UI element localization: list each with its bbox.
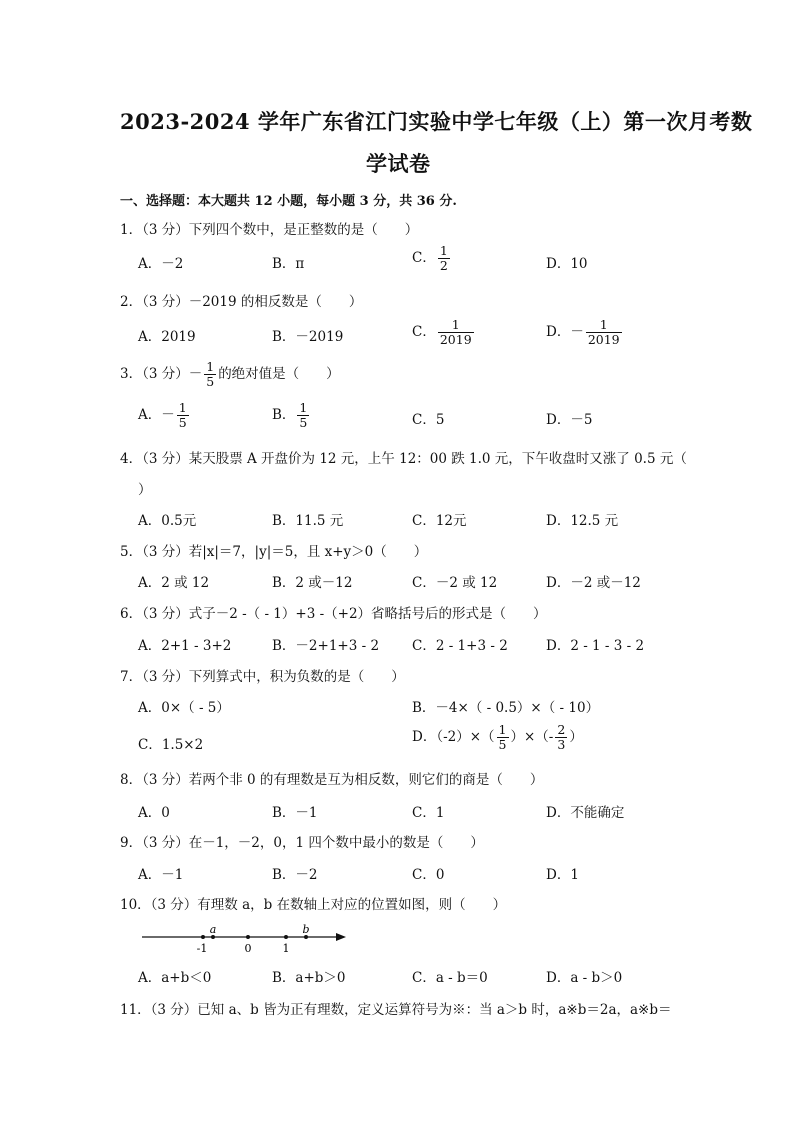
q2-option-c-label: C． bbox=[412, 324, 436, 340]
q8-option-c: C．1 bbox=[412, 805, 445, 821]
fraction bbox=[438, 318, 474, 347]
q5-option-d: D．－2 或－12 bbox=[546, 575, 641, 591]
q5-option-c: C．－2 或 12 bbox=[412, 575, 498, 591]
denominator: 2019 bbox=[587, 332, 620, 347]
fraction bbox=[297, 401, 309, 430]
q6-option-d: D．2 - 1 - 3 - 2 bbox=[546, 638, 645, 654]
fraction bbox=[497, 723, 509, 752]
denominator: 5 bbox=[299, 415, 308, 430]
q9-option-a: A．－1 bbox=[138, 867, 184, 883]
q2-option-a: A．2019 bbox=[138, 329, 196, 345]
q4-option-d: D．12.5 元 bbox=[546, 513, 619, 529]
q3-option-b bbox=[272, 401, 311, 430]
q4-option-c: C．12元 bbox=[412, 513, 467, 529]
numerator: 1 bbox=[178, 400, 187, 415]
q8-option-d: D．不能确定 bbox=[546, 805, 625, 821]
question-10: 10．（3 分）有理数 a，b 在数轴上对应的位置如图，则（ ） bbox=[120, 897, 507, 913]
fraction bbox=[177, 401, 189, 430]
question-2: 2．（3 分）－2019 的相反数是（ ） bbox=[120, 294, 363, 310]
q3-option-a-label: A．－ bbox=[138, 407, 175, 423]
q10-option-b: B．a+b＞0 bbox=[272, 970, 346, 986]
denominator: 5 bbox=[206, 374, 215, 389]
question-4: 4．（3 分）某天股票 A 开盘价为 12 元，上午 12：00 跌 1.0 元，下午收盘时又涨了 0.5 元（ bbox=[120, 451, 687, 467]
question-6: 6．（3 分）式子－2 -（ - 1）+3 -（+2）省略括号后的形式是（ ） bbox=[120, 606, 547, 622]
q4-option-b: B．11.5 元 bbox=[272, 513, 344, 529]
q7-option-d bbox=[412, 723, 583, 752]
point-neg1 bbox=[201, 935, 205, 939]
q9-option-d: D．1 bbox=[546, 867, 579, 883]
q1-option-d: D．10 bbox=[546, 256, 588, 272]
q9-option-c: C．0 bbox=[412, 867, 445, 883]
q2-option-c bbox=[412, 318, 476, 347]
question-3-prefix: 3．（3 分）－ bbox=[120, 366, 203, 382]
label-1: 1 bbox=[282, 942, 290, 955]
q3-option-c: C．5 bbox=[412, 412, 445, 428]
denominator: 2 bbox=[439, 258, 448, 273]
title-line-1: 2023-2024 学年广东省江门实验中学七年级（上）第一次月考数 bbox=[120, 109, 753, 134]
question-11: 11．（3 分）已知 a、b 皆为正有理数，定义运算符号为※：当 a＞b 时，a※b＝2a，a※b＝ bbox=[120, 1002, 672, 1018]
question-3 bbox=[120, 360, 340, 389]
q1-option-a: A．－2 bbox=[138, 256, 184, 272]
question-8: 8．（3 分）若两个非 0 的有理数是互为相反数，则它们的商是（ ） bbox=[120, 772, 544, 788]
denominator: 5 bbox=[498, 737, 507, 752]
q1-option-c bbox=[412, 244, 452, 273]
denominator: 5 bbox=[178, 415, 187, 430]
q9-option-b: B．－2 bbox=[272, 867, 318, 883]
numerator: 1 bbox=[498, 722, 507, 737]
q1-option-b: B．π bbox=[272, 256, 305, 272]
question-1: 1．（3 分）下列四个数中，是正整数的是（ ） bbox=[120, 222, 419, 238]
fraction bbox=[586, 318, 622, 347]
q10-option-a: A．a+b＜0 bbox=[138, 970, 212, 986]
fraction bbox=[204, 360, 216, 389]
question-5: 5．（3 分）若|x|＝7，|y|＝5，且 x+y＞0（ ） bbox=[120, 544, 428, 560]
q10-option-c: C．a - b＝0 bbox=[412, 970, 488, 986]
numerator: 1 bbox=[299, 400, 308, 415]
question-7: 7．（3 分）下列算式中，积为负数的是（ ） bbox=[120, 669, 405, 685]
point-1 bbox=[284, 935, 288, 939]
q2-option-b: B．－2019 bbox=[272, 329, 344, 345]
q7-option-d-part2: ）×（- bbox=[510, 729, 554, 745]
q1-option-c-label: C． bbox=[412, 250, 436, 266]
question-4-continued: ） bbox=[138, 482, 152, 498]
q7-option-d-part3: ） bbox=[569, 729, 583, 745]
label-b: b bbox=[302, 923, 310, 936]
numerator: 2 bbox=[557, 722, 566, 737]
q7-option-a: A．0×（ - 5） bbox=[138, 700, 230, 716]
q5-option-b: B．2 或－12 bbox=[272, 575, 353, 591]
section-heading: 一、选择题：本大题共 12 小题，每小题 3 分，共 36 分. bbox=[120, 194, 457, 209]
q8-option-a: A．0 bbox=[138, 805, 170, 821]
question-9: 9．（3 分）在－1，－2，0，1 四个数中最小的数是（ ） bbox=[120, 835, 484, 851]
q2-option-d bbox=[546, 318, 624, 347]
q8-option-b: B．－1 bbox=[272, 805, 318, 821]
fraction bbox=[555, 723, 567, 752]
q3-option-d: D．－5 bbox=[546, 412, 593, 428]
label-neg1: -1 bbox=[196, 942, 208, 955]
numerator: 1 bbox=[206, 359, 215, 374]
fraction bbox=[438, 244, 450, 273]
denominator: 3 bbox=[557, 737, 566, 752]
point-0 bbox=[246, 935, 250, 939]
q10-option-d: D．a - b＞0 bbox=[546, 970, 623, 986]
denominator: 2019 bbox=[439, 332, 472, 347]
title-line-2: 学试卷 bbox=[366, 151, 431, 176]
q6-option-c: C．2 - 1+3 - 2 bbox=[412, 638, 508, 654]
q4-option-a: A．0.5元 bbox=[138, 513, 197, 529]
q7-option-c: C．1.5×2 bbox=[138, 737, 204, 753]
q7-option-d-part1: D．（-2）×（ bbox=[412, 729, 495, 745]
q2-option-d-label: D．－ bbox=[546, 324, 584, 340]
numerator: 1 bbox=[451, 317, 460, 332]
q3-option-a bbox=[138, 401, 191, 430]
q3-option-b-label: B． bbox=[272, 407, 296, 423]
label-0: 0 bbox=[244, 942, 252, 955]
numerator: 1 bbox=[599, 317, 608, 332]
q7-option-b: B．－4×（ - 0.5）×（ - 10） bbox=[412, 700, 600, 716]
number-line-figure bbox=[140, 922, 350, 956]
question-3-suffix: 的绝对值是（ ） bbox=[218, 366, 340, 382]
label-a: a bbox=[209, 923, 217, 936]
numerator: 1 bbox=[439, 243, 448, 258]
q6-option-b: B．－2+1+3 - 2 bbox=[272, 638, 380, 654]
q5-option-a: A．2 或 12 bbox=[138, 575, 210, 591]
q6-option-a: A．2+1 - 3+2 bbox=[138, 638, 232, 654]
